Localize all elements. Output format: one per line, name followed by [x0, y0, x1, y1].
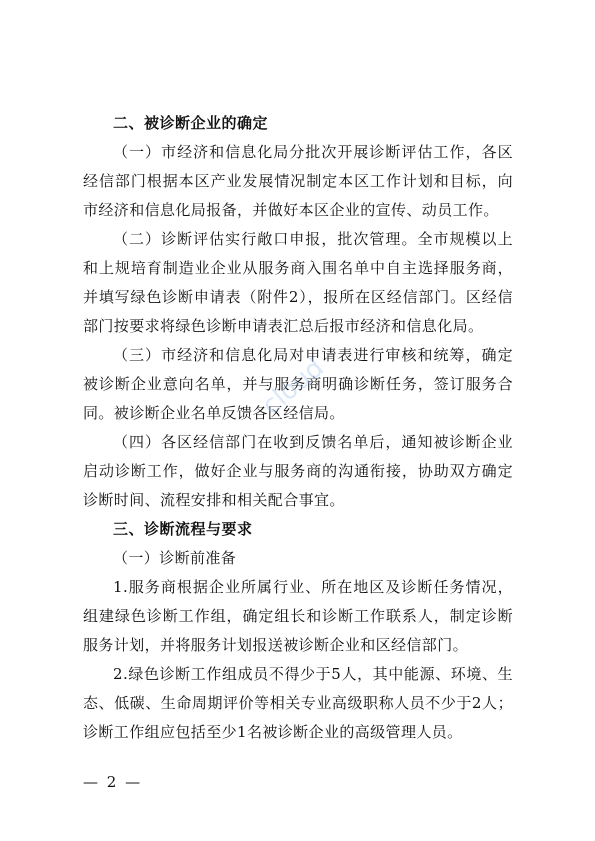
paragraph-2-4: （四）各区经信部门在收到反馈名单后，通知被诊断企业启动诊断工作，做好企业与服务商的沟通衔接，协助双方确定诊断时间、流程安排和相关配合事宜。	[83, 433, 513, 509]
paragraph-3-1-1: 1.服务商根据企业所属行业、所在地区及诊断任务情况，组建绿色诊断工作组，确定组长和诊断工作联系人，制定诊断服务计划，并将服务计划报送被诊断企业和区经信部门。	[83, 578, 513, 654]
paragraph-2-3: （三）市经济和信息化局对申请表进行审核和统筹，确定被诊断企业意向名单，并与服务商明确诊断任务，签订服务合同。被诊断企业名单反馈各区经信局。	[83, 346, 513, 422]
paragraph-2-1: （一）市经济和信息化局分批次开展诊断评估工作，各区经信部门根据本区产业发展情况制定本区工作计划和目标，向市经济和信息化局报备，并做好本区企业的宣传、动员工作。	[83, 143, 513, 219]
paragraph-2-2: （二）诊断评估实行敞口申报，批次管理。全市规模以上和上规培育制造业企业从服务商入围名单中自主选择服务商，并填写绿色诊断申请表（附件2），报所在区经信部门。区经信部门按要求将绿色诊断申请表汇总后报市经济和信息化局。	[83, 230, 513, 335]
document-body	[83, 109, 513, 747]
paragraph-3-1-2: 2.绿色诊断工作组成员不得少于5人，其中能源、环境、生态、低碳、生命周期评价等相关专业高级职称人员不少于2人；诊断工作组应包括至少1名被诊断企业的高级管理人员。	[83, 665, 513, 741]
sub-heading-3-1: （一）诊断前准备	[113, 549, 237, 567]
section-heading-2: 二、被诊断企业的确定	[113, 114, 269, 132]
page-number: — 2 —	[83, 773, 143, 791]
section-heading-3: 三、诊断流程与要求	[113, 520, 253, 538]
watermark: cloud	[256, 352, 330, 422]
